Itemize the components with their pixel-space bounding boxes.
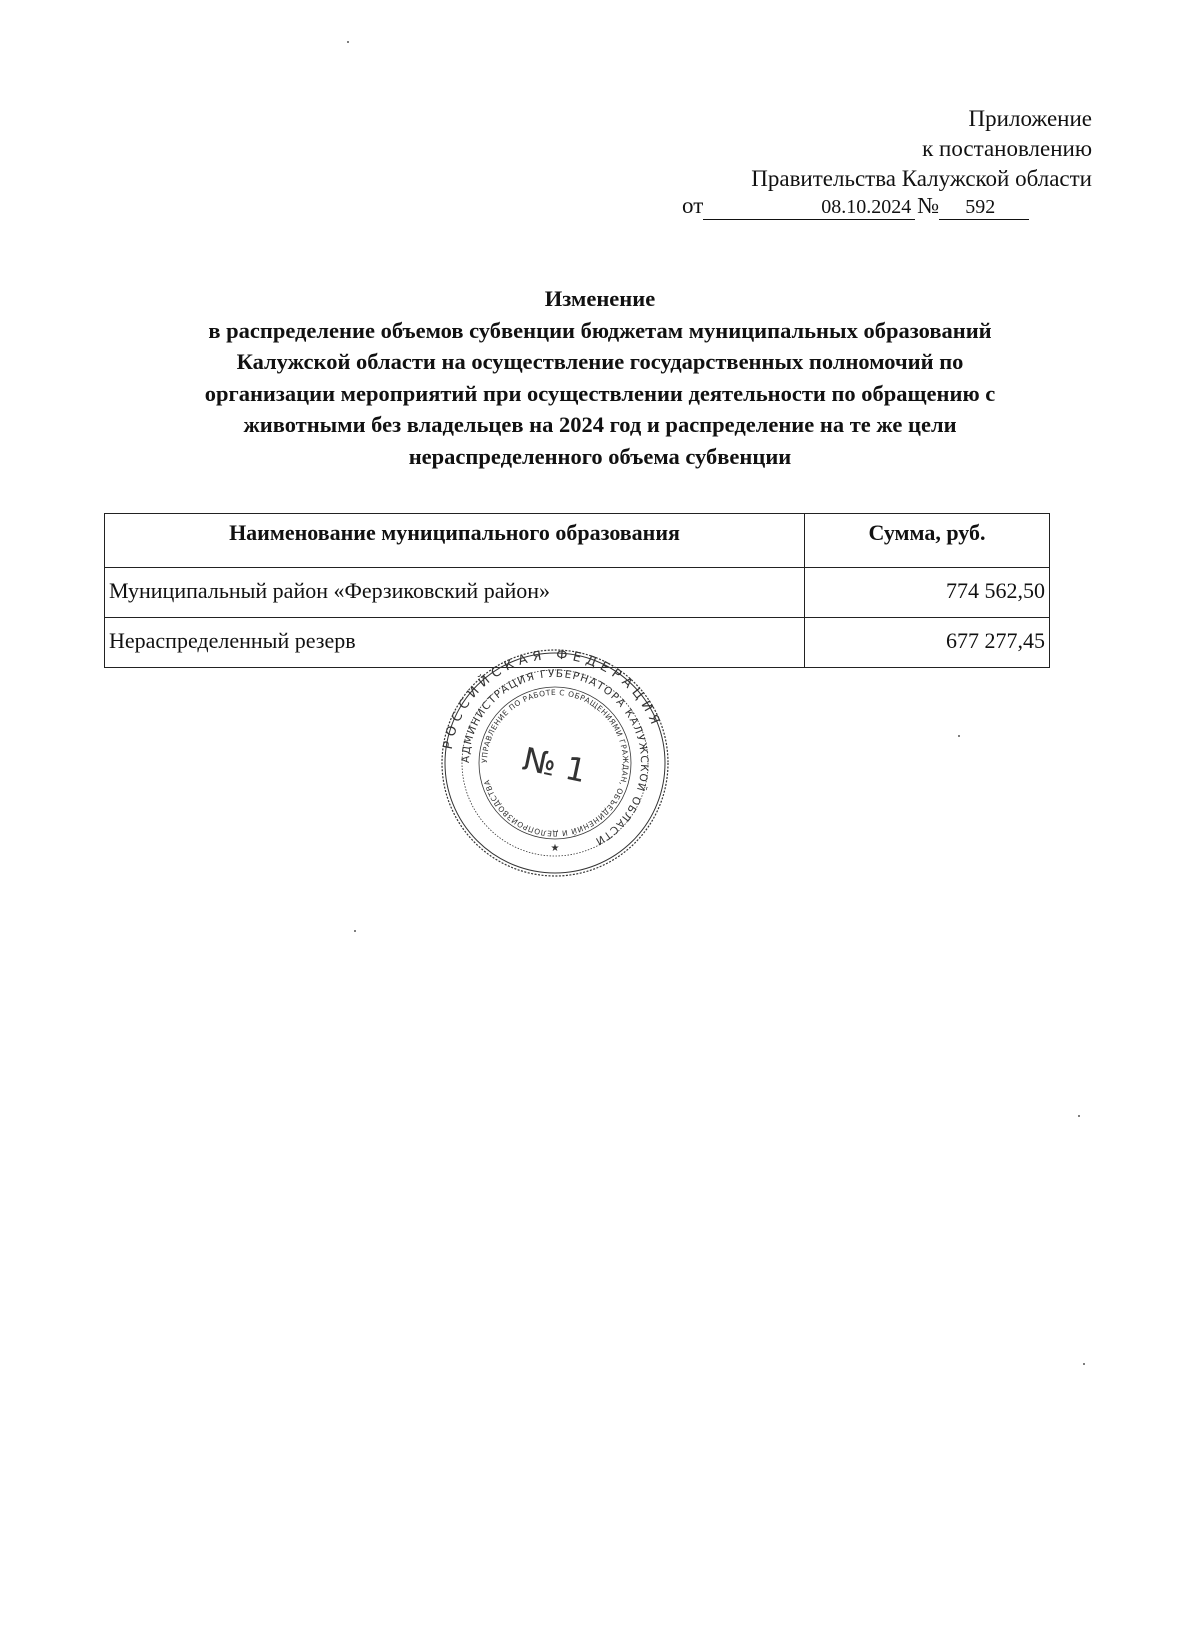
row-name: Нераспределенный резерв bbox=[105, 618, 805, 668]
scan-speck bbox=[347, 41, 349, 43]
seal-ring-text: АДМИНИСТРАЦИЯ ГУБЕРНАТОРА КАЛУЖСКОЙ ОБЛАСТИ bbox=[459, 667, 651, 848]
row-amount: 677 277,45 bbox=[805, 618, 1050, 668]
scan-speck bbox=[1078, 1115, 1080, 1117]
seal-inner-text: УПРАВЛЕНИЕ ПО РАБОТЕ С ОБРАЩЕНИЯМИ ГРАЖДАН, ОБЪЕДИНЕНИЙ И ДЕЛОПРОИЗВОДСТВА bbox=[479, 687, 631, 839]
title-line: организации мероприятий при осуществлении деятельности по обращению с bbox=[204, 380, 996, 406]
scan-speck bbox=[958, 735, 960, 737]
seal-outer-text: РОССИЙСКАЯ ФЕДЕРАЦИЯ bbox=[440, 648, 664, 751]
title-line: в распределение объемов субвенции бюджетам муниципальных образований bbox=[208, 317, 992, 343]
document-title bbox=[120, 283, 1080, 472]
seal-star-icon: ★ bbox=[550, 843, 560, 854]
government-label: Правительства Калужской области bbox=[751, 166, 1092, 191]
title-line: животными без владельцев на 2024 год и распределение на те же цели bbox=[243, 412, 957, 437]
scan-speck bbox=[1083, 1363, 1085, 1365]
distribution-table bbox=[104, 513, 1050, 668]
title-line: Калужской области на осуществление государственных полномочий по bbox=[236, 349, 964, 374]
from-label: от bbox=[682, 193, 704, 218]
title-line: нераспределенного объема субвенции bbox=[408, 443, 792, 469]
document-number: 592 bbox=[939, 195, 1029, 220]
appendix-header bbox=[751, 104, 1092, 194]
row-name: Муниципальный район «Ферзиковский район» bbox=[105, 568, 805, 618]
column-header-amount: Сумма, руб. bbox=[805, 514, 1050, 568]
official-seal bbox=[440, 648, 670, 878]
row-amount: 774 562,50 bbox=[805, 568, 1050, 618]
number-sign: № bbox=[917, 193, 940, 218]
document-date: 08.10.2024 bbox=[703, 195, 915, 220]
column-header-name: Наименование муниципального образования bbox=[105, 514, 805, 568]
table-row bbox=[105, 568, 1050, 618]
seal-center-text: № 1 bbox=[519, 739, 590, 791]
document-date-number bbox=[682, 193, 1029, 220]
appendix-label: Приложение bbox=[968, 106, 1092, 131]
resolution-label: к постановлению bbox=[922, 136, 1092, 161]
scan-speck bbox=[354, 930, 356, 932]
table-header-row bbox=[105, 514, 1050, 568]
title-heading: Изменение bbox=[544, 286, 656, 311]
